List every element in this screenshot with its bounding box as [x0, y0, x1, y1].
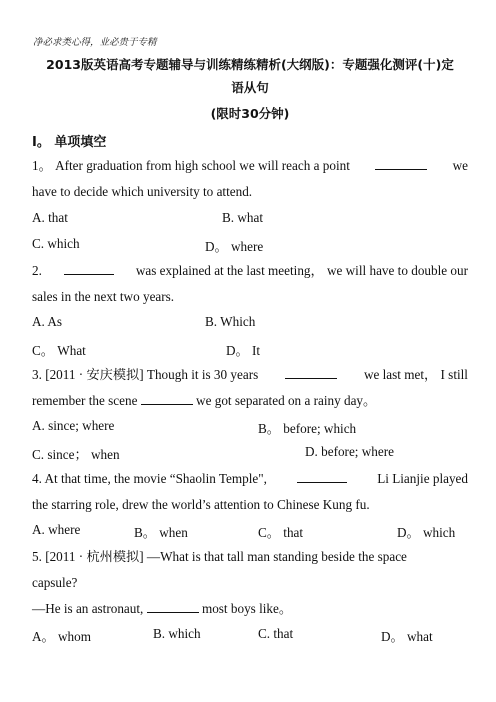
question-2-option-c: C。 What	[32, 343, 86, 358]
question-3-text: 3. [2011 · 安庆模拟] Though it is 30 years	[32, 367, 259, 382]
question-4-option-a: A. where	[32, 522, 81, 537]
question-2-option-b: B. Which	[205, 314, 256, 329]
question-1-option-c: C. which	[32, 236, 80, 251]
question-3-option-b: B。 before; which	[258, 421, 357, 436]
question-3-option-d: D. before; where	[305, 444, 394, 459]
question-1-option-a: A. that	[32, 210, 68, 225]
question-3-option-c: C. since； when	[32, 447, 120, 462]
question-5-line-1: 5. [2011 · 杭州模拟] —What is that tall man standing beside the space	[32, 549, 407, 564]
question-1-line-1	[32, 157, 468, 175]
time-limit-note: (限时30分钟)	[210, 106, 290, 121]
question-4-option-c: C。 that	[258, 525, 304, 540]
question-2-option-a: A. As	[32, 314, 63, 329]
question-1-text: 1。 After graduation from high school we will reach a point	[32, 158, 350, 173]
section-heading: Ⅰ。 单项填空	[32, 135, 107, 150]
question-3-text-2: remember the scene	[32, 393, 138, 408]
question-5-option-c: C. that	[258, 626, 294, 641]
question-3-text-tail: we last met， I still	[363, 367, 468, 382]
question-1-line-2: have to decide which university to attend.	[32, 184, 253, 199]
question-1-text-tail: we	[452, 158, 468, 173]
answer-blank	[285, 366, 337, 379]
question-3-line-1	[32, 366, 468, 384]
document-title-line-1: 2013版英语高考专题辅导与训练精练精析(大纲版)：专题强化测评(十)定	[46, 57, 454, 72]
question-2-line-2: sales in the next two years.	[32, 289, 175, 304]
question-5-text-tail: most boys like。	[201, 601, 293, 616]
question-4-text-tail: Li Lianjie played	[377, 471, 468, 486]
question-2-line-1	[32, 262, 468, 280]
question-5-option-d: D。 what	[381, 629, 433, 644]
answer-blank	[375, 157, 427, 170]
question-2-number: 2.	[32, 263, 42, 278]
question-1-option-b: B. what	[222, 210, 264, 225]
question-4-line-1	[32, 470, 468, 488]
question-4-option-d: D。 which	[397, 525, 456, 540]
question-4-option-b: B。 when	[134, 525, 188, 540]
question-3-text-2-tail: we got separated on a rainy day。	[196, 393, 377, 408]
question-4-line-2: the starring role, drew the world’s attention to Chinese Kung fu.	[32, 497, 370, 512]
question-5-line-2: capsule?	[32, 575, 78, 590]
question-5-line-3	[32, 600, 468, 618]
answer-blank	[297, 470, 347, 483]
question-2-option-d: D。 It	[226, 343, 261, 358]
document-title-line-2: 语从句	[231, 80, 269, 95]
question-4-text: 4. At that time, the movie “Shaolin Temple",	[32, 471, 267, 486]
header-motto: 净必求类心得，业必贵于专精	[33, 37, 157, 48]
question-2-text: was explained at the last meeting， we will have to double our	[135, 263, 468, 278]
answer-blank	[147, 600, 199, 613]
answer-blank	[141, 392, 193, 405]
question-5-option-a: A。 whom	[32, 629, 91, 644]
question-3-line-2	[32, 392, 468, 410]
question-5-option-b: B. which	[153, 626, 201, 641]
question-1-option-d: D。 where	[205, 239, 264, 254]
answer-blank	[64, 262, 114, 275]
question-3-option-a: A. since; where	[32, 418, 115, 433]
question-5-text: —He is an astronaut,	[32, 601, 144, 616]
